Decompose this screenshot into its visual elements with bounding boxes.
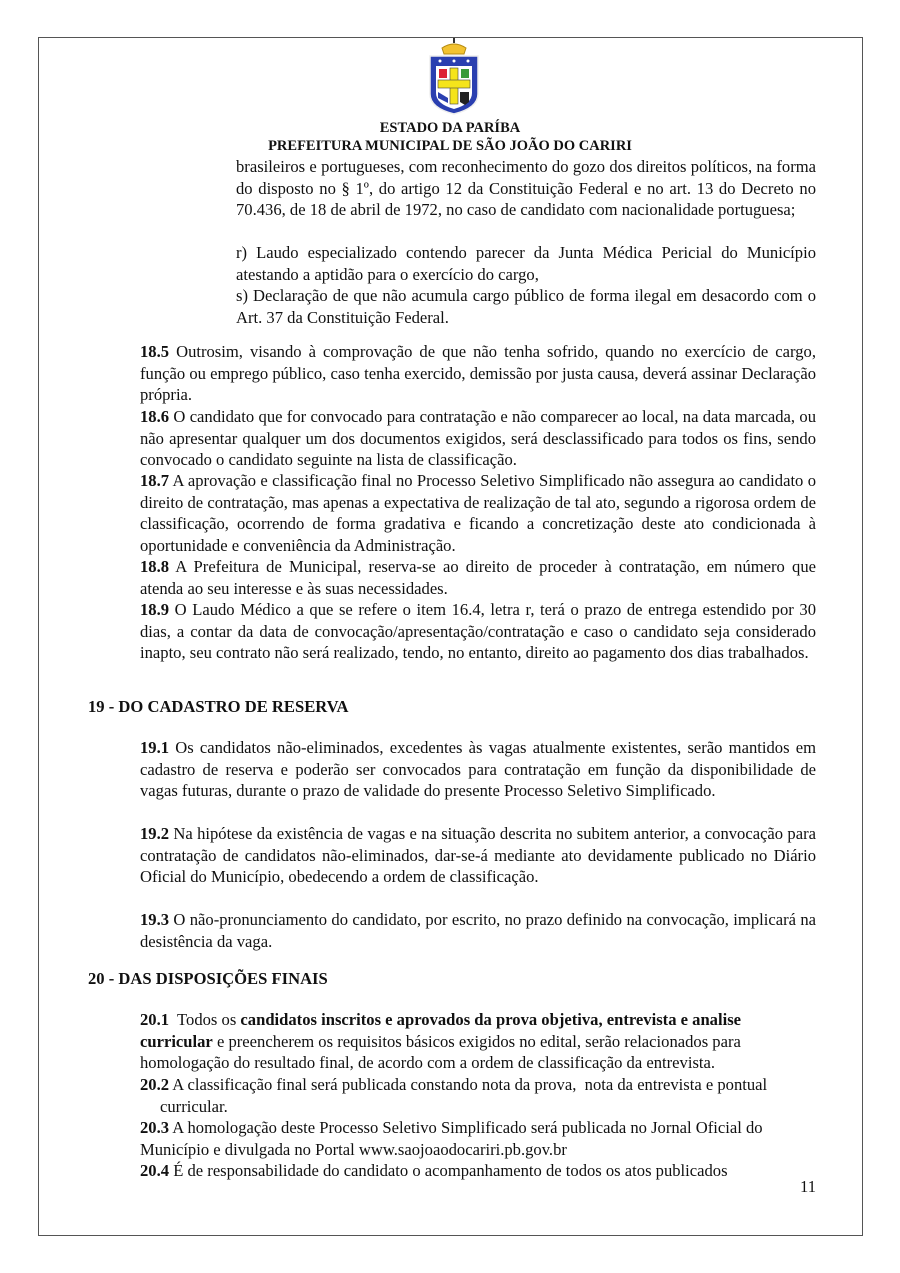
clause-20-2 xyxy=(140,1074,880,1117)
clause-number: 20.2 xyxy=(140,1075,170,1094)
continuation-paragraph: brasileiros e portugueses, com reconhecimento do gozo dos direitos políticos, na forma do disposto no § 1º, do artigo 12 da Constituição Federal e no art. 13 do Decreto no 70.436, de 18 de abril de 1972, no caso de candidato com nacionalidade portuguesa; xyxy=(236,157,816,219)
clause-number: 18.9 xyxy=(140,600,170,619)
clause-number: 20.4 xyxy=(140,1161,170,1180)
clause-18-5 xyxy=(140,341,816,406)
clause-text: A homologação deste Processo Seletivo Simplificado será publicada no Jornal Oficial do Município e divulgada no Portal www.saojoaodocariri.pb.gov.br xyxy=(140,1118,763,1159)
coat-of-arms-logo xyxy=(424,38,484,116)
clause-number: 20.3 xyxy=(140,1118,170,1137)
clause-18-6 xyxy=(140,406,816,471)
clause-text: Na hipótese da existência de vagas e na situação descrita no subitem anterior, a convocação para contratação de candidatos não-eliminados, dar-se-á mediante ato devidamente publicado no Diário Oficial do Município, obedecendo a ordem de classificação. xyxy=(140,824,816,886)
clause-20-1 xyxy=(140,1009,816,1074)
item-r: r) Laudo especializado contendo parecer da Junta Médica Pericial do Município atestando a aptidão para o exercício do cargo, xyxy=(236,243,816,284)
clause-text: A aprovação e classificação final no Processo Seletivo Simplificado não assegura ao candidato o direito de contratação, mas apenas a expectativa de realização de tal ato, segundo a rigorosa ordem de classificação, ocorrendo de forma gradativa e ficando a concretização deste ato condicionada à oportunidade e conveniência da Administração. xyxy=(140,471,816,555)
clause-number: 19.3 xyxy=(140,910,170,929)
clause-20-3 xyxy=(140,1117,816,1160)
header-state: ESTADO DA PARÍBA xyxy=(379,120,521,136)
clause-text: O candidato que for convocado para contratação e não comparecer ao local, na data marcada, ou não apresentar qualquer um dos documentos exigidos, será desclassificado para todos os fins, sendo convocado o candidato seguinte na lista de classificação. xyxy=(140,407,816,469)
section-19-heading: 19 - DO CADASTRO DE RESERVA xyxy=(88,697,349,716)
clause-bold-text: candidatos inscritos e aprovados da prova objetiva, entrevista e analise curricular xyxy=(140,1010,742,1051)
clause-number: 20.1 xyxy=(140,1010,170,1029)
clause-text: Outrosim, visando à comprovação de que não tenha sofrido, quando no exercício de cargo, função ou emprego público, caso tenha exercido, demissão por justa causa, deverá assinar Declaração própria. xyxy=(140,342,816,404)
clause-text: A Prefeitura de Municipal, reserva-se ao direito de proceder à contratação, em número que atenda ao seu interesse e às suas necessidades. xyxy=(140,557,816,598)
clause-19-2 xyxy=(140,823,816,888)
clause-text: Os candidatos não-eliminados, excedentes às vagas atualmente existentes, serão mantidos em cadastro de reserva e poderão ser convocados para contratação em função da disponibilidade de vagas futuras, durante o prazo de validade do presente Processo Seletivo Simplificado. xyxy=(140,738,816,800)
clause-number: 18.7 xyxy=(140,471,170,490)
section-20-heading: 20 - DAS DISPOSIÇÕES FINAIS xyxy=(88,969,328,988)
clause-number: 18.8 xyxy=(140,557,170,576)
header-prefeitura: PREFEITURA MUNICIPAL DE SÃO JOÃO DO CARIRI xyxy=(268,138,632,154)
clause-text: O não-pronunciamento do candidato, por escrito, no prazo definido na convocação, implicará na desistência da vaga. xyxy=(140,910,816,951)
clause-text: e preencherem os requisitos básicos exigidos no edital, serão relacionados para homologação do resultado final, de acordo com a ordem de classificação da entrevista. xyxy=(140,1031,741,1072)
clause-19-1 xyxy=(140,737,816,802)
clause-text: A classificação final será publicada constando nota da prova, nota da entrevista e pontual xyxy=(169,1075,768,1094)
clause-18-9 xyxy=(140,599,816,664)
clause-text: Todos os xyxy=(169,1010,241,1029)
clause-18-7 xyxy=(140,470,816,556)
clause-number: 19.2 xyxy=(140,824,170,843)
clause-number: 18.6 xyxy=(140,407,170,426)
page-number: 11 xyxy=(800,1177,816,1196)
clause-number: 19.1 xyxy=(140,738,170,757)
clause-number: 18.5 xyxy=(140,342,170,361)
clause-19-3 xyxy=(140,909,816,952)
clause-text: É de responsabilidade do candidato o acompanhamento de todos os atos publicados xyxy=(169,1161,728,1180)
clause-20-4 xyxy=(140,1160,816,1182)
clause-18-8 xyxy=(140,556,816,599)
item-s: s) Declaração de que não acumula cargo público de forma ilegal em desacordo com o Art. 37 da Constituição Federal. xyxy=(236,286,816,327)
clause-text-continued: curricular. xyxy=(160,1096,228,1116)
clause-text: O Laudo Médico a que se refere o item 16.4, letra r, terá o prazo de entrega estendido por 30 dias, a contar da data de convocação/apresentação/contratação e caso o candidato seja considerado inapto, seu contrato não será realizado, tendo, no entanto, direito ao pagamento dos dias trabalhados. xyxy=(140,600,816,662)
